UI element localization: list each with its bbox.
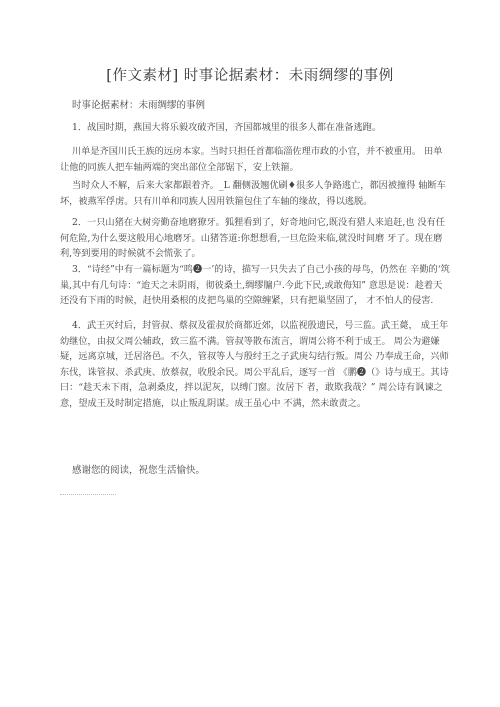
paragraph-6: 4．武王灭纣后，封管叔、蔡叔及霍叔於商都近郊，以监视殷遗民，号三监。武王薨， 成王年幼继位，由叔父周公辅政，致三监不满。管叔等散布流言，谓周公将不利于成王。 周公为避嫌疑，远离京城，迁居洛邑。不久，管叔等人与殷纣王之子武庚勾结行叛。周公 乃奉成王命，兴师东伐，诛管叔、杀武庚、放蔡叔，收殷余民。周公平乱后，逐写一首 《鹏❷（》诗与成王。其诗曰：“趁天未下雨，急剥桑皮，拌以泥灰，以缚门窗。汝居下 者，敢欺我哉？” 周公诗有讽谏之意，望成王及时制定措施，以止叛乱阴谋。成王虽心中 不满，然未敢责之。 [60, 320, 449, 409]
paragraph-2: 川单是齐国川氏王族的远房本家。当时只担任首都临淄佐理市政的小官，并不被重用。 田单让他的同族人把车轴两端的突出部位全部锯下，安上铁箍。 [60, 146, 443, 173]
dotted-divider [60, 494, 116, 495]
paragraph-4: 2．一只山猪在大树旁勤奋地磨獠牙。狐狸看到了，好奇地问它,既没有猎人来追赶,也 没有任何危险,为什么要这般用心地磨牙。山猪答道:你想想看,一旦危险来临,就没时间磨 牙了。现在磨利,等到要用的时候就不会慌张了。 [60, 217, 445, 259]
document-title: [作文素材] 时事论据素材：未雨绸缪的事例 [106, 68, 394, 84]
paragraph-5: 3．“诗经”中有一篇标题为“鸣❷一’的诗，描写一只失去了自己小孩的母鸟，仍然在 辛勤的‘筑巢,其中有几句诗：“迨天之未阴雨，彻彼桑土,绸缪牖户.今此下民,或敢侮知” 意思是说：趁着天还没有下雨的时候，赶快用桑根的皮把鸟巢的空隙缠紧，只有把巢坚固了， 才不怕人的侵害. [60, 264, 450, 306]
paragraph-3: 当时众人不解，后来大家都跟着齐。_L 翻侧汲翘优刷♦很多人争路逃亡，都因被撞得 轴断车坏，被燕军俘虏。只有川单和同族人因用铁箍包住了车轴的缘故，得以逃脱。 [60, 180, 446, 207]
paragraph-1: 1．战国时期，燕国大将乐毅攻破齐国，齐国都城里的很多人都在准备逃跑。 [72, 122, 382, 133]
document-subtitle: 时事论据素材：未雨绸缪的事例 [72, 100, 206, 111]
closing-line: 感谢您的阅读，祝您生活愉快。 [72, 465, 206, 476]
